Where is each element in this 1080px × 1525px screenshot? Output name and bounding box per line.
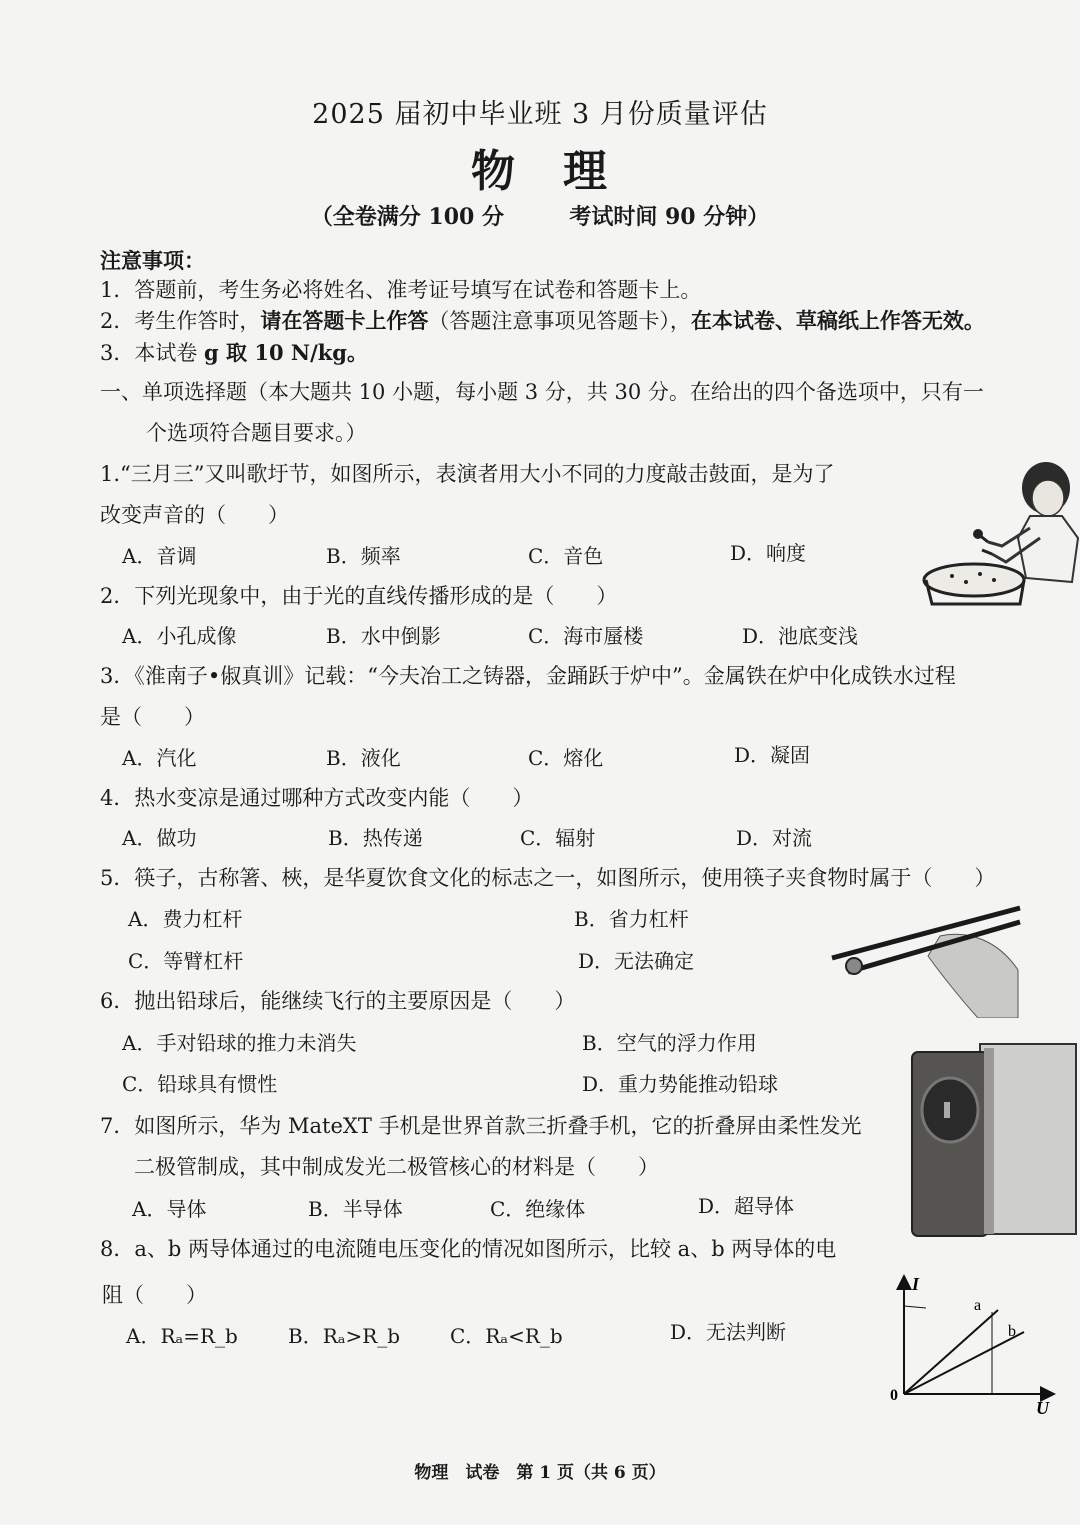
q5-option-b: B．省力杠杆: [574, 907, 689, 931]
note-3: [100, 337, 368, 367]
q1-option-d: D．响度: [730, 541, 807, 565]
question-8-stem: 8．a、b 两导体通过的电流随电压变化的情况如图所示，比较 a、b 两导体的电: [100, 1237, 837, 1261]
exam-title: 2025 届初中毕业班 3 月份质量评估: [312, 99, 768, 130]
note-2-part-d: 在本试卷、草稿纸上作答无效。: [690, 308, 985, 333]
q6-option-c: C．铅球具有惯性: [122, 1072, 278, 1096]
q4-option-d: D．对流: [736, 826, 813, 850]
section-1-heading: 一、单项选择题（本大题共 10 小题，每小题 3 分，共 30 分。在给出的四个备选项中，只有一: [100, 380, 984, 404]
q6-option-b: B．空气的浮力作用: [582, 1031, 757, 1055]
q4-option-b: B．热传递: [328, 826, 423, 850]
question-6-stem: 6．抛出铅球后，能继续飞行的主要原因是（ ）: [100, 989, 576, 1013]
q8-option-d: D．无法判断: [670, 1320, 787, 1344]
question-8-stem-cont: 阻（ ）: [102, 1283, 207, 1307]
q8-option-c: C．Rₐ<R_b: [450, 1324, 563, 1348]
question-1-stem-cont: 改变声音的（ ）: [100, 503, 289, 527]
q5-option-c: C．等臂杠杆: [128, 949, 244, 973]
q2-option-a: A．小孔成像: [122, 624, 237, 648]
y-axis-label: I: [912, 1274, 920, 1294]
score-time-line: [0, 200, 1080, 231]
q1-option-a: A．音调: [122, 544, 197, 568]
iu-graph: [886, 1272, 1062, 1422]
q2-option-d: D．池底变浅: [742, 624, 859, 648]
line-b-label: b: [1008, 1323, 1016, 1340]
q3-option-a: A．汽化: [122, 746, 197, 770]
q2-option-b: B．水中倒影: [326, 624, 441, 648]
q8-option-a: A．Rₐ=R_b: [126, 1324, 238, 1348]
full-score: （全卷满分 100 分: [310, 204, 504, 230]
question-4-stem: 4．热水变凉是通过哪种方式改变内能（ ）: [100, 786, 534, 810]
q4-option-c: C．辐射: [520, 826, 596, 850]
note-3-part-b: g 取 10 N/kg。: [204, 340, 368, 365]
question-3-stem: 3．《淮南子•俶真训》记载：“今夫冶工之铸器，金踊跃于炉中”。金属铁在炉中化成铁水过程: [100, 664, 956, 688]
note-2-part-b: 请在答题卡上作答: [260, 308, 429, 333]
q4-option-a: A．做功: [122, 826, 197, 850]
question-1-stem: 1.“三月三”又叫歌圩节，如图所示，表演者用大小不同的力度敲击鼓面，是为了: [100, 462, 835, 486]
q7-option-c: C．绝缘体: [490, 1197, 586, 1221]
q1-option-b: B．频率: [326, 544, 401, 568]
q6-option-a: A．手对铅球的推力未消失: [122, 1031, 357, 1055]
note-1: 1．答题前，考生务必将姓名、准考证号填写在试卷和答题卡上。: [100, 278, 702, 302]
q7-option-d: D．超导体: [698, 1194, 795, 1218]
origin-label: 0: [890, 1387, 898, 1404]
note-3-part-a: 3．本试卷: [100, 341, 205, 365]
drummer-figure: [922, 458, 1080, 616]
subject-title: 物 理: [471, 146, 609, 197]
note-2: [100, 305, 985, 335]
q1-option-c: C．音色: [528, 544, 604, 568]
q2-option-c: C．海市蜃楼: [528, 624, 644, 648]
note-2-part-c: （答题注意事项见答题卡），: [428, 309, 691, 333]
q8-option-b: B．Rₐ>R_b: [288, 1324, 401, 1348]
question-7-stem-cont: 二极管制成，其中制成发光二极管核心的材料是（ ）: [134, 1155, 659, 1179]
line-a-label: a: [974, 1297, 982, 1314]
q5-option-d: D．无法确定: [578, 949, 695, 973]
x-axis-label: U: [1036, 1398, 1049, 1418]
question-5-stem: 5．筷子，古称箸、梜，是华夏饮食文化的标志之一，如图所示，使用筷子夹食物时属于（ ）: [100, 866, 996, 890]
q5-option-a: A．费力杠杆: [128, 907, 243, 931]
q3-option-d: D．凝固: [734, 743, 811, 767]
folding-phone-figure: [910, 1040, 1080, 1238]
section-1-heading-cont: 个选项符合题目要求。）: [146, 421, 367, 445]
question-2-stem: 2．下列光现象中，由于光的直线传播形成的是（ ）: [100, 584, 618, 608]
notes-title: 注意事项：: [100, 248, 205, 273]
exam-time: 考试时间 90 分钟）: [569, 204, 770, 230]
q3-option-c: C．熔化: [528, 746, 604, 770]
question-3-stem-cont: 是（ ）: [100, 705, 205, 729]
question-7-stem: 7．如图所示，华为 MateXT 手机是世界首款三折叠手机，它的折叠屏由柔性发光: [100, 1114, 862, 1138]
q6-option-d: D．重力势能推动铅球: [582, 1072, 779, 1096]
q3-option-b: B．液化: [326, 746, 401, 770]
page-footer: 物理 试卷 第 1 页（共 6 页）: [414, 1463, 666, 1483]
guide-horizontal: [904, 1306, 926, 1308]
q7-option-b: B．半导体: [308, 1197, 403, 1221]
chopsticks-figure: [828, 900, 1022, 1018]
note-2-part-a: 2．考生作答时，: [100, 309, 261, 333]
q7-option-a: A．导体: [132, 1197, 207, 1221]
